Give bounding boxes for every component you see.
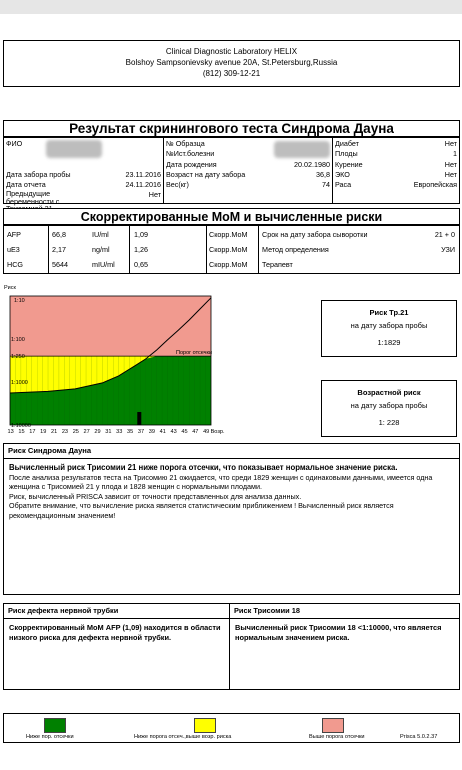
report-title: Результат скринингового теста Синдрома Дауна (3, 120, 460, 137)
down-section-title: Риск Синдрома Дауна (4, 444, 459, 459)
marker-mom-label: Скорр.МоМ (209, 260, 248, 269)
legend (3, 713, 460, 743)
down-lead: Вычисленный риск Трисомии 21 ниже порога отсечки, что показывает нормальное значение риска. (9, 463, 398, 472)
mom-markers (4, 226, 259, 273)
lab-phone: (812) 309-12-21 (202, 69, 261, 78)
info-label: №Ист.болезни (166, 149, 215, 158)
marker-mom: 1,26 (134, 245, 148, 254)
info-label: Вес(кг) (166, 180, 189, 189)
marker-mom-label: Скорр.МоМ (209, 230, 248, 239)
marker-name: uE3 (7, 245, 20, 254)
y-tick-label: 1:1000 (11, 380, 28, 386)
redacted-sample-id (274, 141, 330, 158)
x-tick-label: 41 (159, 429, 166, 435)
info-label: № Образца (166, 139, 205, 148)
t18-title: Риск Трисомии 18 (230, 604, 459, 619)
marker-value: 66,8 (52, 230, 66, 239)
prisca-version: Prisca 5.0.2.37 (400, 734, 438, 740)
x-tick-label: 21 (50, 429, 58, 435)
info-label: Раса (335, 180, 352, 189)
info-value: 23.11.2016 (125, 170, 161, 179)
info-row-sample-date (6, 170, 161, 180)
y-tick-label: 1:100 (11, 337, 25, 343)
info-label: Дата отчета (6, 180, 46, 189)
y-tick-label: 1:10000 (11, 423, 31, 429)
info-value: Нет (444, 160, 457, 169)
risk-t21-subtitle: на дату забора пробы (350, 321, 428, 330)
x-tick-label: 33 (116, 429, 123, 435)
mom-title: Скорректированные МоМ и вычисленные риски (3, 208, 460, 225)
y-tick-label: 1:250 (11, 354, 25, 361)
patient-info (3, 137, 460, 204)
x-tick-label: 45 (181, 429, 188, 435)
info-value: 74 (322, 180, 330, 189)
down-syndrome-section (3, 443, 460, 595)
ntd-title: Риск дефекта нервной трубки (4, 604, 229, 619)
info-value: 36,8 (316, 170, 330, 179)
x-tick-label: 37 (137, 429, 145, 435)
info-label: Плоды (335, 149, 358, 158)
patient-col-1 (4, 138, 164, 206)
marker-mom: 0,65 (134, 260, 148, 269)
marker-mom: 1,09 (134, 230, 148, 239)
info-value: Нет (444, 139, 457, 148)
marker-unit: mIU/ml (92, 260, 115, 269)
info-value: Нет (444, 170, 457, 179)
mom-extra (258, 226, 459, 273)
t18-text: Вычисленный риск Трисомии 18 <1:10000, что является нормальным значением риска. (235, 623, 442, 642)
risk-t21-box (321, 300, 457, 357)
down-p1: После анализа результатов теста на Трисомию 21 ожидается, что среди 1829 женщин с одинаковыми данными, имеется одна женщина с Трисомией 21 у плода и 1828 женщин с нормальными плодами. (9, 473, 433, 492)
info-label: Предыдущие беременности с (6, 189, 60, 206)
marker-unit: IU/ml (92, 230, 109, 239)
cutoff-label: Порог отсечки (176, 350, 213, 357)
info-label: Диабет (335, 139, 359, 148)
x-tick-label: 27 (83, 429, 90, 435)
x-axis-label: Возр. (210, 429, 225, 435)
legend-label-low: Ниже пор. отсечки (26, 734, 74, 740)
age-risk-title: Возрастной риск (357, 388, 421, 397)
x-tick-label: 49 (203, 429, 210, 435)
x-tick-label: 19 (40, 429, 47, 435)
zone-above-cutoff (10, 296, 211, 356)
marker-value: 5644 (52, 260, 68, 269)
t18-panel (230, 604, 459, 689)
x-tick-label: 13 (7, 429, 14, 435)
marker-value: 2,17 (52, 245, 66, 254)
y-axis-label: Риск (4, 285, 16, 291)
down-section-body (4, 459, 459, 524)
legend-swatch-mid (194, 718, 216, 733)
age-risk-box (321, 380, 457, 437)
risk-chart-svg (3, 282, 309, 439)
marker-unit: ng/ml (92, 245, 110, 254)
x-tick-label: 35 (127, 429, 134, 435)
info-value: 24.11.2016 (125, 180, 161, 189)
x-tick-label: 39 (148, 429, 155, 435)
extra-value: УЗИ (441, 245, 455, 254)
info-value: Нет (148, 190, 161, 199)
legend-label-high: Выше порога отсечки (309, 734, 365, 740)
risk-chart (3, 282, 309, 439)
x-tick-label: 47 (192, 429, 199, 435)
age-risk-value: 1: 228 (378, 418, 400, 427)
redacted-name (46, 140, 102, 158)
lab-name: Clinical Diagnostic Laboratory HELIX (165, 47, 298, 56)
patient-age-marker (137, 412, 141, 425)
ntd-t18-section (3, 603, 460, 690)
info-label: Дата забора пробы (6, 170, 71, 179)
extra-label: Терапевт (262, 260, 293, 269)
down-p2: Риск, вычисленный PRISCA зависит от точности представленных для анализа данных. (9, 491, 302, 501)
info-value: 1 (453, 149, 457, 158)
legend-label-mid: Ниже порога отсеч.,выше возр. риска (134, 734, 232, 740)
patient-col-2 (164, 138, 333, 203)
legend-swatch-low (44, 718, 66, 733)
x-tick-label: 31 (105, 429, 112, 435)
patient-col-3 (333, 138, 459, 203)
ntd-text: Скорректированный МоМ AFP (1,09) находится в области низкого риска для дефекта нервной трубки. (9, 623, 221, 642)
risk-t21-value: 1:1829 (377, 338, 401, 347)
x-tick-label: 29 (94, 429, 101, 435)
x-tick-label: 15 (18, 429, 25, 435)
extra-label: Срок на дату забора сыворотки (262, 230, 368, 239)
ntd-panel (4, 604, 230, 689)
viewer-top-bar (0, 0, 462, 14)
x-tick-label: 43 (170, 429, 177, 435)
marker-name: HCG (7, 260, 23, 269)
info-label: ФИО (6, 139, 23, 148)
mom-table (3, 225, 460, 274)
age-risk-subtitle: на дату забора пробы (350, 401, 428, 410)
info-label: Курение (335, 160, 363, 169)
x-tick-label: 25 (72, 429, 79, 435)
extra-label: Метод определения (262, 245, 329, 254)
x-tick-label: 23 (61, 429, 69, 435)
extra-value: 21 + 0 (434, 230, 455, 239)
info-label: Дата рождения (166, 160, 217, 169)
down-p3: Обратите внимание, что вычисление риска является статистическим приближением ! Вычисленный риск является рекомендационным значением! (9, 501, 394, 520)
x-tick-label: 17 (29, 429, 36, 435)
risk-t21-title: Риск Тр.21 (369, 308, 409, 317)
y-tick-label: 1:10 (14, 298, 25, 304)
marker-mom-label: Скорр.МоМ (209, 245, 248, 254)
info-label: Возраст на дату забора (166, 170, 246, 179)
lab-address: Bolshoy Sampsonievsky avenue 20A, St.Petersburg,Russia (125, 58, 338, 67)
legend-swatch-high (322, 718, 344, 733)
marker-name: AFP (7, 230, 21, 239)
info-label: ЭКО (335, 170, 350, 179)
info-value: 20.02.1980 (294, 160, 330, 169)
lab-header (3, 40, 460, 87)
info-value: Европейская (413, 180, 457, 189)
